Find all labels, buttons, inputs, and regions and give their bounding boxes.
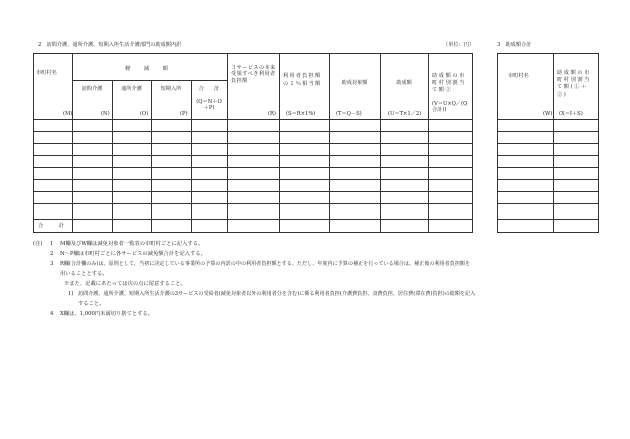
note-3b: 用いることとする。 bbox=[60, 271, 108, 277]
header-home-visit: 訪問介護 bbox=[81, 86, 103, 92]
header-reduction-group: 軽 減 額 bbox=[125, 66, 174, 72]
note-3c: ※また、記載にあたっては次の点に留意すること。 bbox=[64, 281, 186, 287]
total-label: 合 計 bbox=[38, 223, 64, 229]
code-r: (R) bbox=[268, 111, 276, 117]
code-w: (W) bbox=[543, 111, 553, 117]
code-x: (X＝I＋S) bbox=[559, 111, 583, 117]
header-short-stay: 短期入所 bbox=[160, 86, 182, 92]
header-subsidy: 助成額 bbox=[396, 80, 412, 86]
unit-label: （単位：円） bbox=[443, 42, 475, 48]
note-1-num: 1 bbox=[50, 241, 54, 247]
note-3-num: 3 bbox=[50, 261, 54, 267]
code-s: (S＝R×1%) bbox=[286, 111, 316, 117]
note-3d-num: 1) bbox=[68, 291, 74, 297]
header-subsidy-by-muni: 助成額の市町村別割当て額② bbox=[432, 73, 466, 94]
code-u: (U＝T×1／2) bbox=[388, 111, 422, 117]
note-2-num: 2 bbox=[50, 251, 54, 257]
code-p: (P) bbox=[180, 111, 188, 117]
header-total: 合 計 bbox=[198, 86, 220, 92]
note-3d: 訪問介護、通所介護、短期入所生活介護の3サービスの受給者(減免対象者以外の利用者分を含む)に係る利用者負担(介護費負担、食費負担、居住費(滞在費)負担)の総額を記入 bbox=[78, 291, 476, 297]
header-user-burden: 利用者負担額の１％相当額 bbox=[283, 73, 322, 87]
note-3: R欄(合計欄のみ)は、原則として、当初に決定している事業所の予算の内訳の中の利用者負担額とする。ただし、年度内に予算の補正を行っている場合は、補正後の利用者負担額を bbox=[60, 261, 471, 267]
header-municipality: 市町村名 bbox=[36, 70, 57, 76]
section-title-left: 2 訪問介護、通所介護、短期入所生活介護部門の助成額内訳 bbox=[38, 42, 182, 48]
header-total-formula: (Q＝N＋O＋P) bbox=[196, 99, 222, 112]
note-4: X欄は、1,000円未満切り捨てとする。 bbox=[60, 311, 154, 317]
right-header-subsidy: 助成額の市町村別割当て額(①＋②) bbox=[557, 70, 591, 98]
header-subsidy-formula: (V＝U×Q／(Q合計)) bbox=[432, 101, 468, 114]
right-header-municipality: 市町村名 bbox=[508, 73, 529, 79]
code-o: (O) bbox=[140, 111, 149, 117]
header-subsidy-target: 助成対象額 bbox=[341, 80, 368, 86]
code-n: (N) bbox=[101, 111, 110, 117]
note-4-num: 4 bbox=[50, 311, 54, 317]
notes-label: (注) bbox=[33, 241, 43, 247]
code-t: (T＝Q－S) bbox=[336, 111, 362, 117]
section-title-right: 3 助成額合計 bbox=[497, 42, 532, 48]
header-three-services: ３サービスの本来受領すべき利用者負担額 bbox=[231, 65, 276, 84]
code-m: (M) bbox=[63, 111, 73, 117]
note-2: N～P欄は市町村ごとに各サービスの減免額合計を記入する。 bbox=[60, 251, 206, 257]
header-day-care: 通所介護 bbox=[121, 86, 142, 92]
note-1: M欄及びW欄は減免対象者一覧表の市町村ごとに記入する。 bbox=[60, 241, 204, 247]
note-3e: すること。 bbox=[78, 301, 105, 307]
